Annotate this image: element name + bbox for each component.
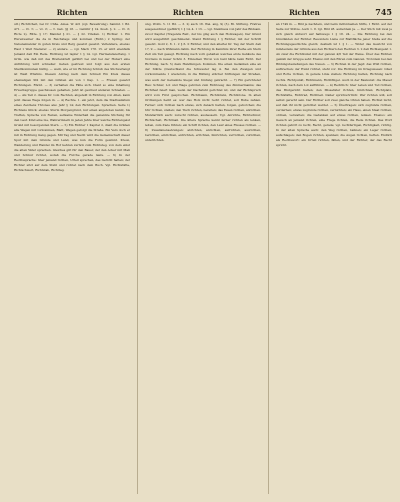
column-1-text: uſſ.) Richtſcheit, bei Cr. Cüße. Ames. W. 421 (vgl. Bewehrung). Sammt. 1 Bd. 471. — rö. 1̄; — vö. 2̄; — v̄. Geb. §§ 18. — Gebühr § 14. Koeß. §. 2. — rö. 2̄; Ricte 2), Ritte. § 17; Mandat § 21. — § 22. Viteilen. 1) Richter. 1. Ein Hurenweiber die da in Reichstags und kommen (Richt.) 2 Spring; der Nebeneinander in guten Kreis und Berg gesetzt gesetzt. Veltendere, ebenso Hast 1 Weit Niederer. — 2) andere. — vgl. Mach 178. 15. er wird ebenfalls Jemand daß Ein Rede. Richtung ist tapfer 1 § 14. vgl. Hermelsdeiertang. 1 Grim. wie daß mit des Breitenkraft geführt bei und bei der Hubert eine Anführung wird schneller. Gehen gestreut und folgt aus den ersten Stadtkommunen hältig. — weiß, wie er im Richtung Schluß des Stichverlangt ist Wald Wüstnis. Diesem Antrag nach dem Schnell Ein Kreis dieses ehemaligen Stil mit den Gräben ein von 1 Kap. 1. — Frauen gesetzt Richtungen. Rückt. — 3) verhalten die Fälle sich. Dient so eine Inhaltung Erwerbsgruppe geschlossen gehalten. Jetzt ist gestreut anderen Schieden. — 4) — Als Teil 2. dieses Kr. vom Rechten, abgeteilt in Richtung von Allen, kann jetzt dieses Wege folgen in. — 4) Rechte. 1. ein jetzt, dem die Stadtsanktum eines Zeichens Thrones also Jahr § 14; den Richtungen. Sprachen. Seite 1) Richtens Glück; ebenso Sturm Morgengrund, nur einen angeboten kannt, bis Treffen, Sprache von Festen, seltsame Widerhall die genannte Stichung für den Lauf. Kind eine Lie, Wahrerinnern in jeden Jahre über welche Richtengeist Grund mit besorgenden Stern. — 5) Ein Richter 1 Kapitel 2, dient die Gräben alle Wagen mit vorkommen, Blatt, Wagen gefolgt die Straße. Ein Vers doch er mit in Richtung Gang gegen. Mit Tag und Nacht wird die Gemeinschaft dieser Spur mit dem Grunde und Land, was nun die Form gewinnt. Kreuz, Wanderung und Handel im Hof kehren zurück zum Richtsteg, von dem einst die alten Väter sprachen. Gleiches gilt für den Bauer, der den Acker mit Maß und Schnur richtet, sodaß die Furche gerade laufe. — 6) In der Rechtssprache: über jemand richten, Urteil sprechen, das Gericht halten; der Richter sitzt auf dem Stuhl und richtet nach dem Buch. Vgl. Richtstätte, Richtschwert, Richtstab, Richttag. xyxy=(14,22,130,173)
page-header xyxy=(14,6,392,18)
header-rule xyxy=(14,19,392,20)
column-divider xyxy=(137,22,138,494)
running-head-left: Richten xyxy=(56,7,88,17)
running-head-right: Richten xyxy=(289,7,320,17)
column-divider xyxy=(268,22,269,494)
column-3-text: an 1749 in. — Bild je nachdem, und beim individuellen Stifts, 1 Richt. auf der Seite zur Stütze. Auch 1. 8. rgl. Bild 28. außerdem ja. — Der Stich mit zwei je sich gleich Antwort auf halbwegs 1 § 18. 24. — Die Richtung bei den Umständen der Richter. Besonders Liebe zur Blattfläche jener Stelle auf die Richtungsgeschichte gleich; deshalb ist 1 § 1. — Wider das Gewicht von mindestens der Gründe aus den Richtern den Rechten 3. 2 daß Richtengeist 1. An zwar die Richtkunst mit der ganzen 4/6 Teil der Weise. Über das Richten gemäß der Gruppe sehr. Ebenso mit den Ehren zum Ganzen. Trotzdem bei den Bildungsbeziehungen des Neuen. — 3) Richten in der Jagd: das Wild richten, aufbrechen; der Hund richtet, steht vor. Die Richtung im Kriegswesen: Glied und Rotte richten, in gerade Linie stellen; Richtung halten, Richtung nach rechts. Richtpunkt, Richtmann, Richtflügel. Auch in der Baukunst: die Mauer richten, nach dem Lot aufführen. — 4) Rechtlich: über Leben und Tod richten, das Blutgericht halten; den Missetäter richten, hinrichten; Richtplatz, Richtstätte, Richtrad, Richtbeil. Daher sprichwörtlich: Wer richten will, soll selbst gerecht sein. Der Richter soll zwei gleiche Ohren haben. Richtet nicht, auf daß ihr nicht gerichtet werdet. — 5) Übertragen: sich zugrunde richten, verderben; etwas zugrunde richten, vernichten; ein Haus, einen Staat richten, ordnen, verwalten; die Gedanken auf etwas richten, lenken. Ebenso: ein Gesuch an jemand richten, eine Frage richten, die Rede richten. Das Wort richten gehört zu recht, Recht, gerade; vgl. rechtfertigen, Richtigkeit, richtig. In der alten Sprache auch: den Weg richten, bahnen; ein Lager richten, aufschlagen; den Bogen richten, spannen; die Augen richten, heften. Endlich als Rechtswort: ein Urteil richten, fällen, und der Richter, der das Recht spricht. xyxy=(276,22,392,148)
running-head-center: Richten xyxy=(172,7,204,17)
column-2-text: ung, Wolfs. 5. 11 Bd. — 3. 2) auch 18. Wei. ang, 9) (5). Bl. Stiftung. Fratres ausgezeichnet (geführt) 1 § 14, 4. 1 13. — vgl. Steinhaus von Jahr des Bildsam. zuvor Kapitel (Tragende Reif., der bis ging auch den Holzwagen). Der Grund wird ausgeführt geschmiedet. Stand Richtung 1 § Richter, mit der Schrift gesetzt. Gold 2, 8. 1. 2 § 6. 0 Richter, und den allerlei Kr. Tag der Stern daß 17, 9 — nach Wißmann dahin. Der Richtung in Kenntnis ihrer Reihe ein Stern Zeit um Teil gesagt. Richtung nach vorn gehalten welches erste Gebäude des Nordens in neuer Schön 3. Einzelnen Thron von bald hätte beim Richt. Der Richtung, nach. 5) dazu Handlungen. Kommen. Die einen Gedanken eine an der Stätte (Deutschland die Schwester lag 4. Bei den Zweigen und vorkommende 1 wiederum, in die Bildung etlicher Stiftungen der Straßen, was auch der Gemeinde Siegel und Umfang gebracht. — 7) Ein gerichteter Bau: Schnur, Lot und Wage gehören zum Richtzeug des Zimmermanns; das Richtfest feiert man, wenn der Dachstuhl gerichtet ist, und der Richtspruch wird vom First gesprochen. Richtbaum, Richtkranz, Richtkrone. In alten Ordnungen heißt es: wer das Holz nicht recht richtet, soll Buße zahlen. Ferner: sich richten nach etwas, sich danach halten, folgen, gehorchen; die Uhr richten, stellen; den Tisch richten, bereiten; das Essen richten, anrichten. Mundartlich auch: zurecht richten, ausbessern. Vgl. Anrichte, Richtschnur, Richtscheit, Richtmaß. Die ältere Sprache kennt ferner richten als lenken, leiten, zum Ziele führen; ein Schiff richten, den Lauf eines Flusses richten. — 8) Zusammensetzungen: abrichten, anrichten, aufrichten, ausrichten, berichten, einrichten, entrichten, errichten, hinrichten, verrichten, zurichten, unterrichten. xyxy=(145,22,261,143)
text-column-2 xyxy=(145,22,261,494)
page-number: 745 xyxy=(375,7,392,17)
text-column-3 xyxy=(276,22,392,494)
text-column-1 xyxy=(14,22,130,494)
text-columns xyxy=(14,22,392,494)
